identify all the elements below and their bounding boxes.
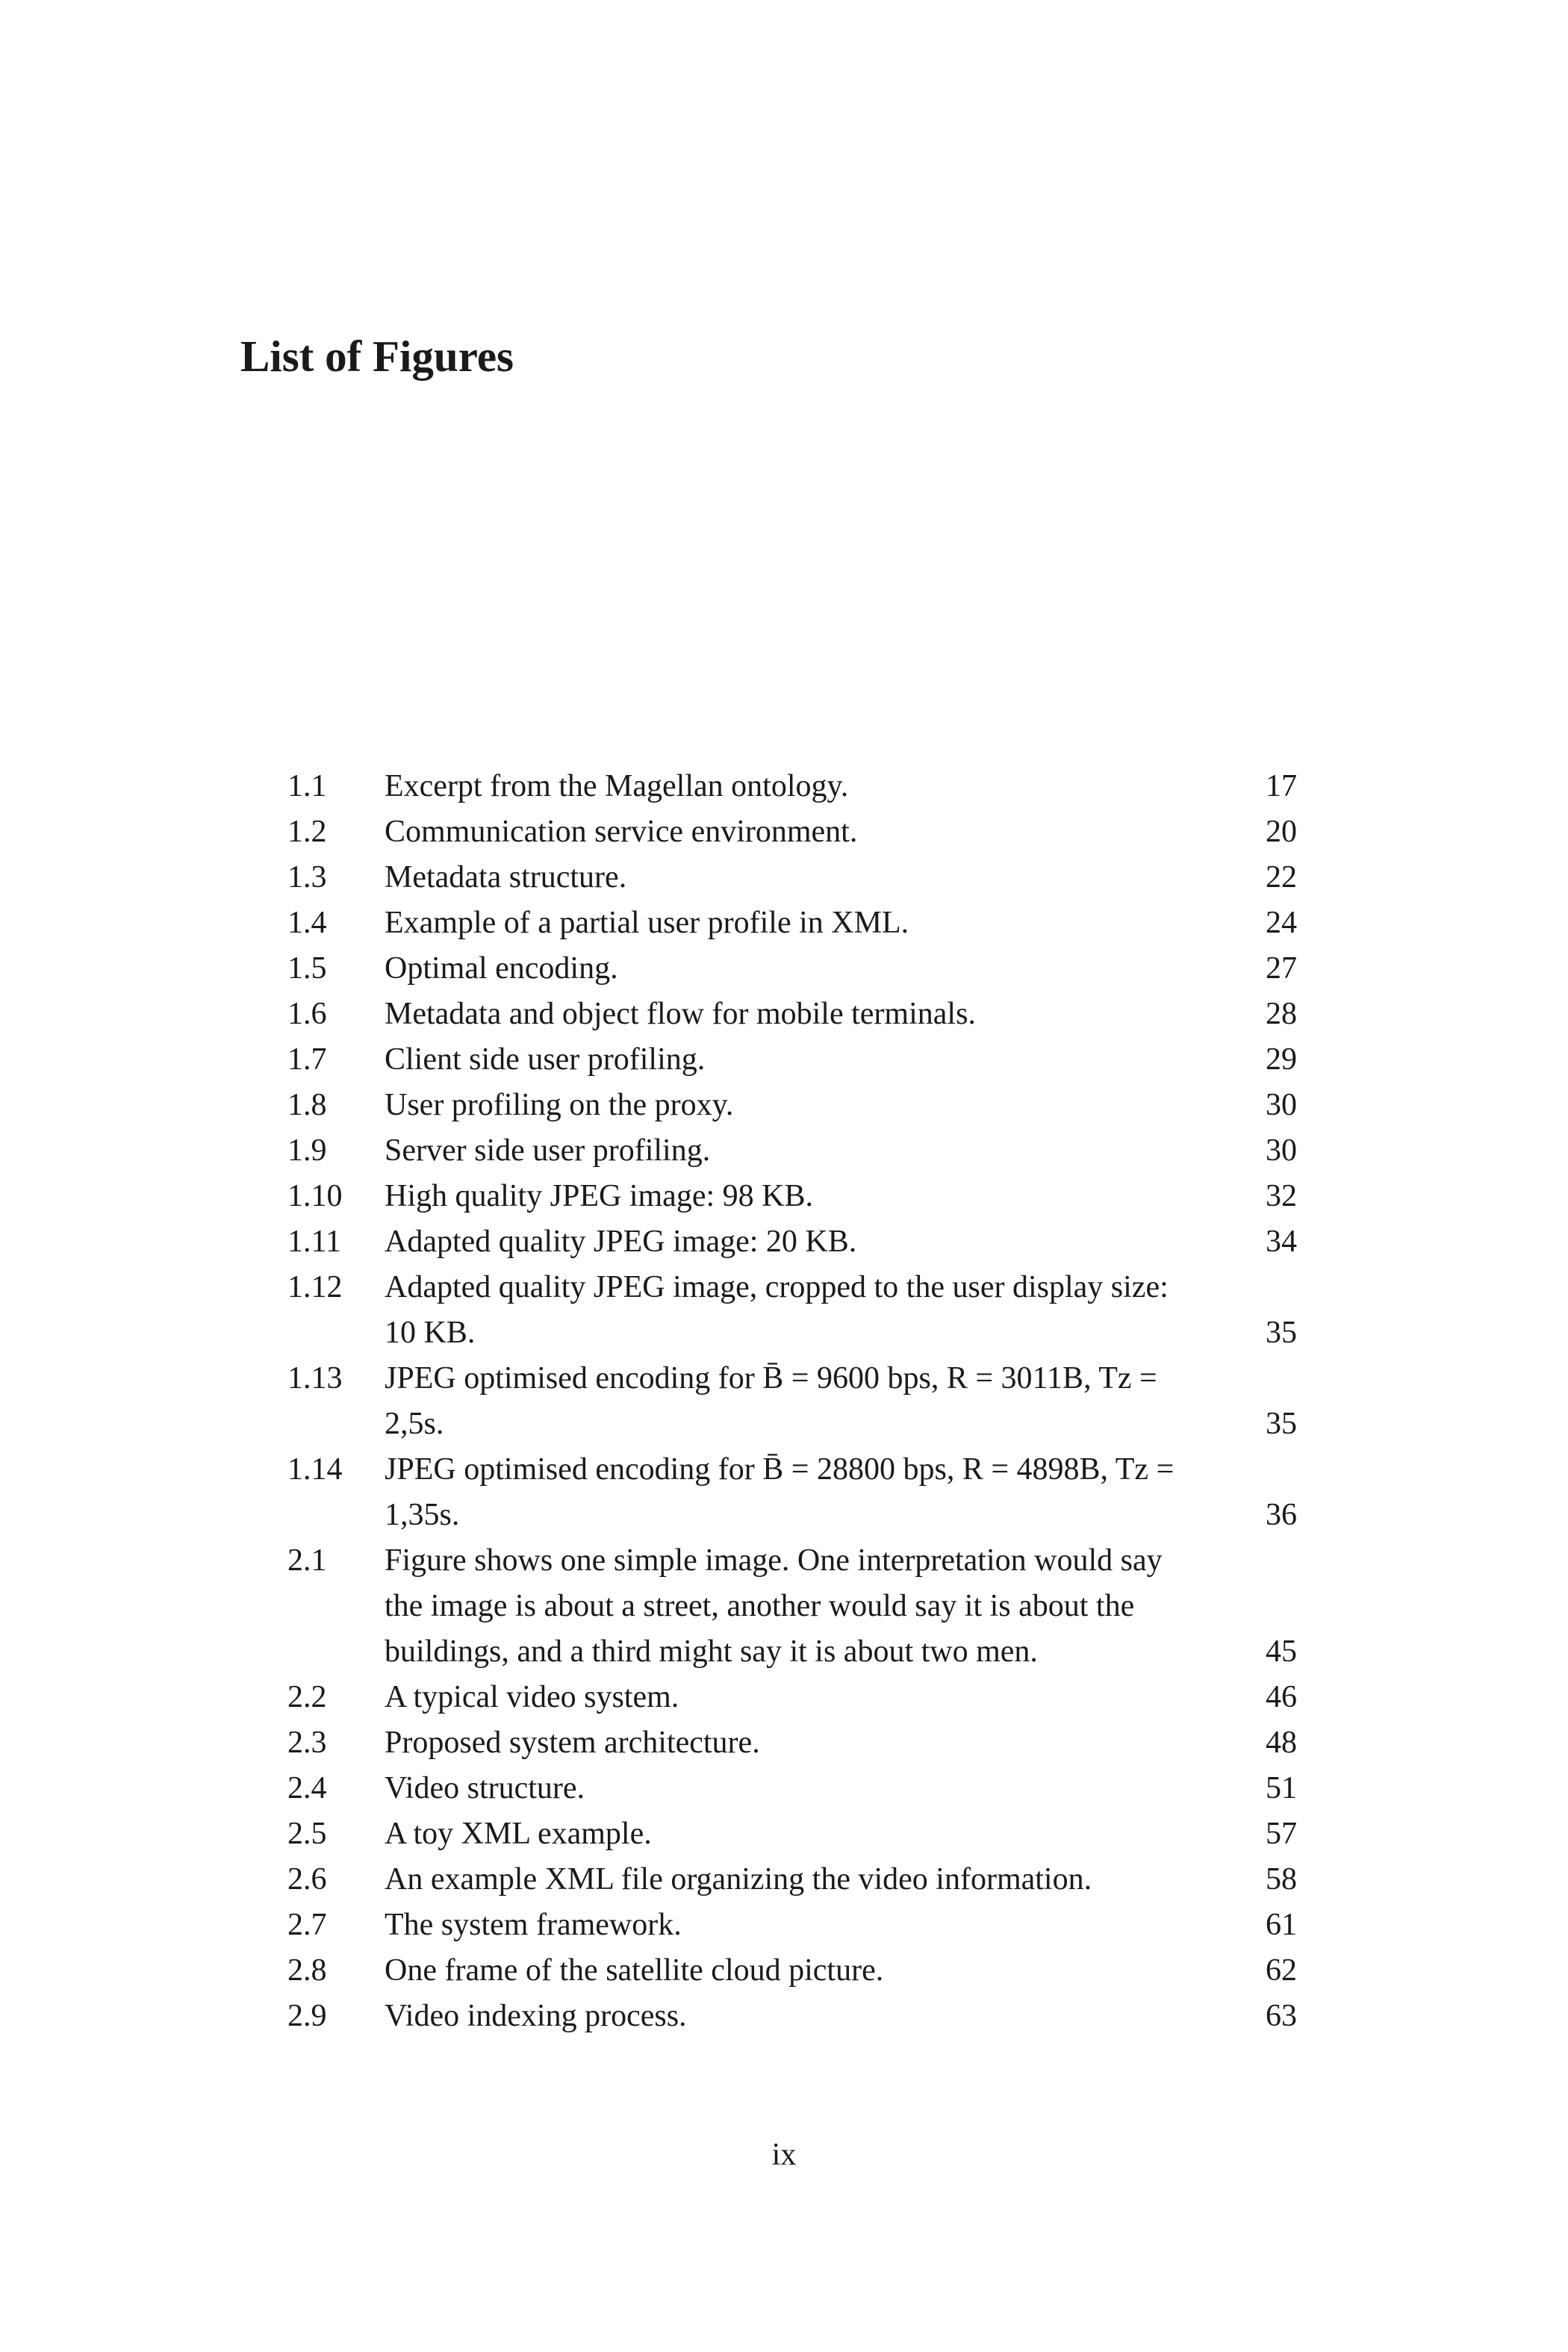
figure-number: 1.5 [287,951,327,986]
figure-entry [287,1037,1303,1083]
figure-caption: Client side user profiling. [385,1042,706,1077]
figure-page: 61 [1266,1908,1297,1942]
figure-entry [287,992,1303,1037]
figure-number: 1.1 [287,769,327,803]
figure-caption: Proposed system architecture. [385,1726,760,1760]
figure-page: 48 [1266,1726,1297,1760]
figure-page: 17 [1266,769,1297,803]
figure-entry [287,1538,1303,1675]
figure-number: 1.3 [287,860,327,895]
figure-number: 1.4 [287,906,327,940]
figure-caption: Server side user profiling. [385,1133,711,1168]
figure-entry [287,1994,1303,2039]
figure-caption: JPEG optimised encoding for B̄ = 28800 bps, R = 4898B, Tz = 1,35s. [385,1452,1175,1532]
figure-caption: A toy XML example. [385,1817,652,1851]
figure-number: 2.8 [287,1953,327,1988]
figure-caption: An example XML file organizing the video information. [385,1862,1092,1897]
figure-page: 28 [1266,997,1297,1031]
figure-entry [287,1265,1303,1356]
figure-page: 27 [1266,951,1297,986]
figure-caption: One frame of the satellite cloud picture. [385,1953,884,1988]
figure-entry [287,900,1303,946]
figure-entry [287,1811,1303,1857]
figure-list [287,764,1303,2039]
page-title: List of Figures [240,332,514,381]
figure-number: 1.13 [287,1361,343,1396]
figure-entry [287,855,1303,900]
figure-caption: Adapted quality JPEG image, cropped to the user display size: 10 KB. [385,1270,1169,1350]
figure-page: 57 [1266,1817,1297,1851]
figure-entry [287,1766,1303,1811]
figure-entry [287,764,1303,809]
figure-caption: Video structure. [385,1771,585,1805]
figure-page: 20 [1266,815,1297,849]
figure-entry [287,1128,1303,1174]
figure-page: 51 [1266,1771,1297,1805]
figure-caption: Optimal encoding. [385,951,618,986]
figure-page: 35 [1266,1407,1297,1441]
figure-page: 30 [1266,1088,1297,1122]
figure-entry [287,946,1303,992]
figure-caption: Video indexing process. [385,1999,687,2033]
figure-page: 62 [1266,1953,1297,1988]
figure-number: 2.6 [287,1862,327,1897]
figure-page: 32 [1266,1179,1297,1213]
figure-number: 1.12 [287,1270,343,1304]
figure-page: 45 [1266,1634,1297,1669]
figure-caption: JPEG optimised encoding for B̄ = 9600 bps, R = 3011B, Tz = 2,5s. [385,1361,1157,1441]
figure-entry [287,1219,1303,1265]
figure-number: 2.4 [287,1771,327,1805]
figure-entry [287,1948,1303,1994]
figure-caption: High quality JPEG image: 98 KB. [385,1179,813,1213]
figure-entry [287,809,1303,855]
figure-entry [287,1675,1303,1720]
figure-caption: The system framework. [385,1908,682,1942]
page-number: ix [771,2138,797,2172]
figure-caption: Metadata structure. [385,860,627,895]
figure-number: 1.6 [287,997,327,1031]
figure-number: 2.3 [287,1726,327,1760]
figure-entry [287,1174,1303,1219]
figure-page: 22 [1266,860,1297,895]
figure-caption: Example of a partial user profile in XML. [385,906,909,940]
figure-caption: Metadata and object flow for mobile terminals. [385,997,976,1031]
figure-page: 46 [1266,1680,1297,1714]
figure-caption: User profiling on the proxy. [385,1088,734,1122]
figure-caption: Communication service environment. [385,815,858,849]
figure-entry [287,1857,1303,1903]
figure-entry [287,1356,1303,1447]
figure-number: 2.9 [287,1999,327,2033]
figure-number: 1.7 [287,1042,327,1077]
figure-number: 2.2 [287,1680,327,1714]
figure-page: 58 [1266,1862,1297,1897]
figure-page: 24 [1266,906,1297,940]
figure-entry [287,1447,1303,1538]
figure-number: 1.9 [287,1133,327,1168]
figure-page: 29 [1266,1042,1297,1077]
figure-page: 36 [1266,1498,1297,1532]
figure-caption: Figure shows one simple image. One interpretation would say the image is about a street, another would say it is about the buildings, and a third might say it is about two men. [385,1543,1163,1669]
figure-number: 1.11 [287,1225,341,1259]
figure-entry [287,1720,1303,1766]
figure-number: 2.5 [287,1817,327,1851]
figure-page: 35 [1266,1316,1297,1350]
figure-number: 2.7 [287,1908,327,1942]
figure-page: 30 [1266,1133,1297,1168]
figure-number: 1.2 [287,815,327,849]
figure-entry [287,1903,1303,1948]
figure-number: 1.8 [287,1088,327,1122]
figure-number: 1.14 [287,1452,343,1487]
figure-caption: Excerpt from the Magellan ontology. [385,769,849,803]
figure-page: 63 [1266,1999,1297,2033]
figure-page: 34 [1266,1225,1297,1259]
figure-entry [287,1083,1303,1128]
figure-number: 2.1 [287,1543,327,1578]
figure-number: 1.10 [287,1179,343,1213]
figure-caption: A typical video system. [385,1680,679,1714]
figure-caption: Adapted quality JPEG image: 20 KB. [385,1225,857,1259]
